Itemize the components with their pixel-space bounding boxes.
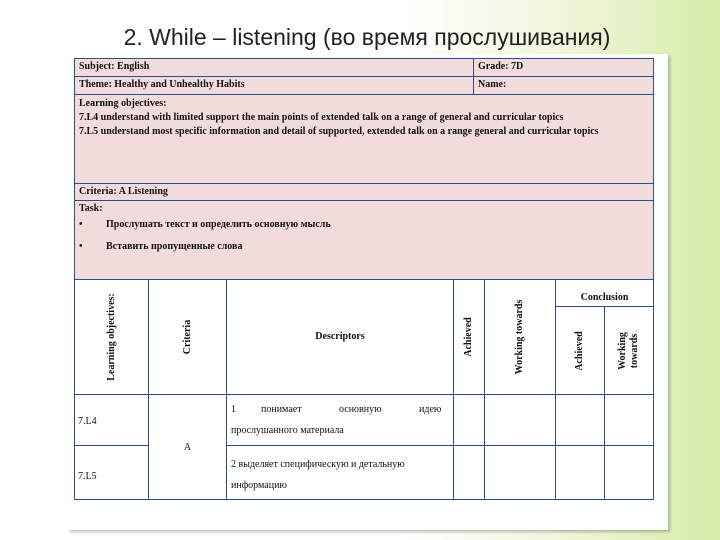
conclusion-working-cell: [604, 445, 654, 500]
conclusion-working-line1: Working: [617, 331, 628, 370]
descriptor-1-cell: [226, 394, 454, 446]
objectives-label: Learning objectives:: [79, 98, 167, 109]
theme-cell: Theme: Healthy and Unhealthy Habits: [74, 76, 474, 95]
learning-objectives-cell: [74, 94, 654, 184]
assessment-sheet: [68, 54, 668, 530]
criteria-header-text: Criteria: [181, 319, 193, 355]
descriptor-word: основную: [339, 404, 382, 415]
task-item: [79, 218, 649, 232]
achieved-cell: [453, 445, 485, 500]
conclusion-achieved-header: [555, 306, 605, 395]
criterion-cell: [148, 394, 227, 500]
conclusion-achieved-cell: [555, 394, 605, 446]
objective-7l5: 7.L5 understand most specific information and detail of supported, extended talk on a range general and curricular topics: [79, 126, 599, 137]
conclusion-working-header-text: [617, 332, 641, 370]
conclusion-working-header: [604, 306, 654, 395]
working-towards-cell: [484, 445, 556, 500]
objective-7l4: 7.L4 understand with limited support the main points of extended talk on a range of general and curricular topics: [79, 112, 564, 123]
criteria-cell: Criteria: A Listening: [74, 183, 654, 201]
descriptors-header: Descriptors: [226, 279, 454, 395]
descriptor-word: идею: [419, 404, 442, 415]
descriptor-line2: прослушанного материала: [231, 425, 344, 436]
criteria-header: [148, 279, 227, 395]
learning-objectives-header: [74, 279, 149, 395]
working-towards-cell: [484, 394, 556, 446]
achieved-cell: [453, 394, 485, 446]
bullet-icon: •: [79, 219, 83, 230]
criterion-letter: A: [183, 442, 192, 453]
task-text: Вставить пропущенные слова: [106, 241, 243, 252]
conclusion-working-cell: [604, 394, 654, 446]
descriptor-word: понимает: [261, 404, 302, 415]
objective-7l5-cell: [74, 445, 149, 500]
descriptor-line2: информацию: [231, 480, 287, 491]
achieved-header-text: Achieved: [463, 317, 474, 357]
objective-code: 7.L5: [78, 471, 97, 482]
conclusion-achieved-cell: [555, 445, 605, 500]
bullet-icon: •: [79, 241, 83, 252]
subject-cell: Subject: English: [74, 58, 474, 77]
task-label: Task:: [79, 203, 103, 214]
achieved-header: [453, 279, 485, 395]
descriptor-line1: 2 выделяет специфическую и детальную: [231, 459, 405, 470]
descriptor-num: 1: [231, 404, 236, 415]
conclusion-achieved-header-text: Achieved: [574, 330, 585, 371]
task-cell: [74, 200, 654, 280]
conclusion-working-line2: towards: [629, 333, 640, 368]
task-text: Прослушать текст и определить основную мысль: [106, 219, 331, 230]
learning-objectives-header-text: Learning objectives:: [105, 293, 117, 381]
task-item: [79, 240, 649, 254]
objective-code: 7.L4: [78, 416, 97, 427]
slide-title: 2. While – listening (во время прослушивания): [123, 24, 611, 50]
working-towards-header: [484, 279, 556, 395]
working-towards-header-text: Working towards: [514, 299, 525, 375]
name-cell: Name:: [473, 76, 654, 95]
grade-cell: Grade: 7D: [473, 58, 654, 77]
conclusion-header: Conclusion: [555, 279, 654, 307]
descriptor-2-cell: [226, 445, 454, 500]
objective-7l4-cell: [74, 394, 149, 446]
